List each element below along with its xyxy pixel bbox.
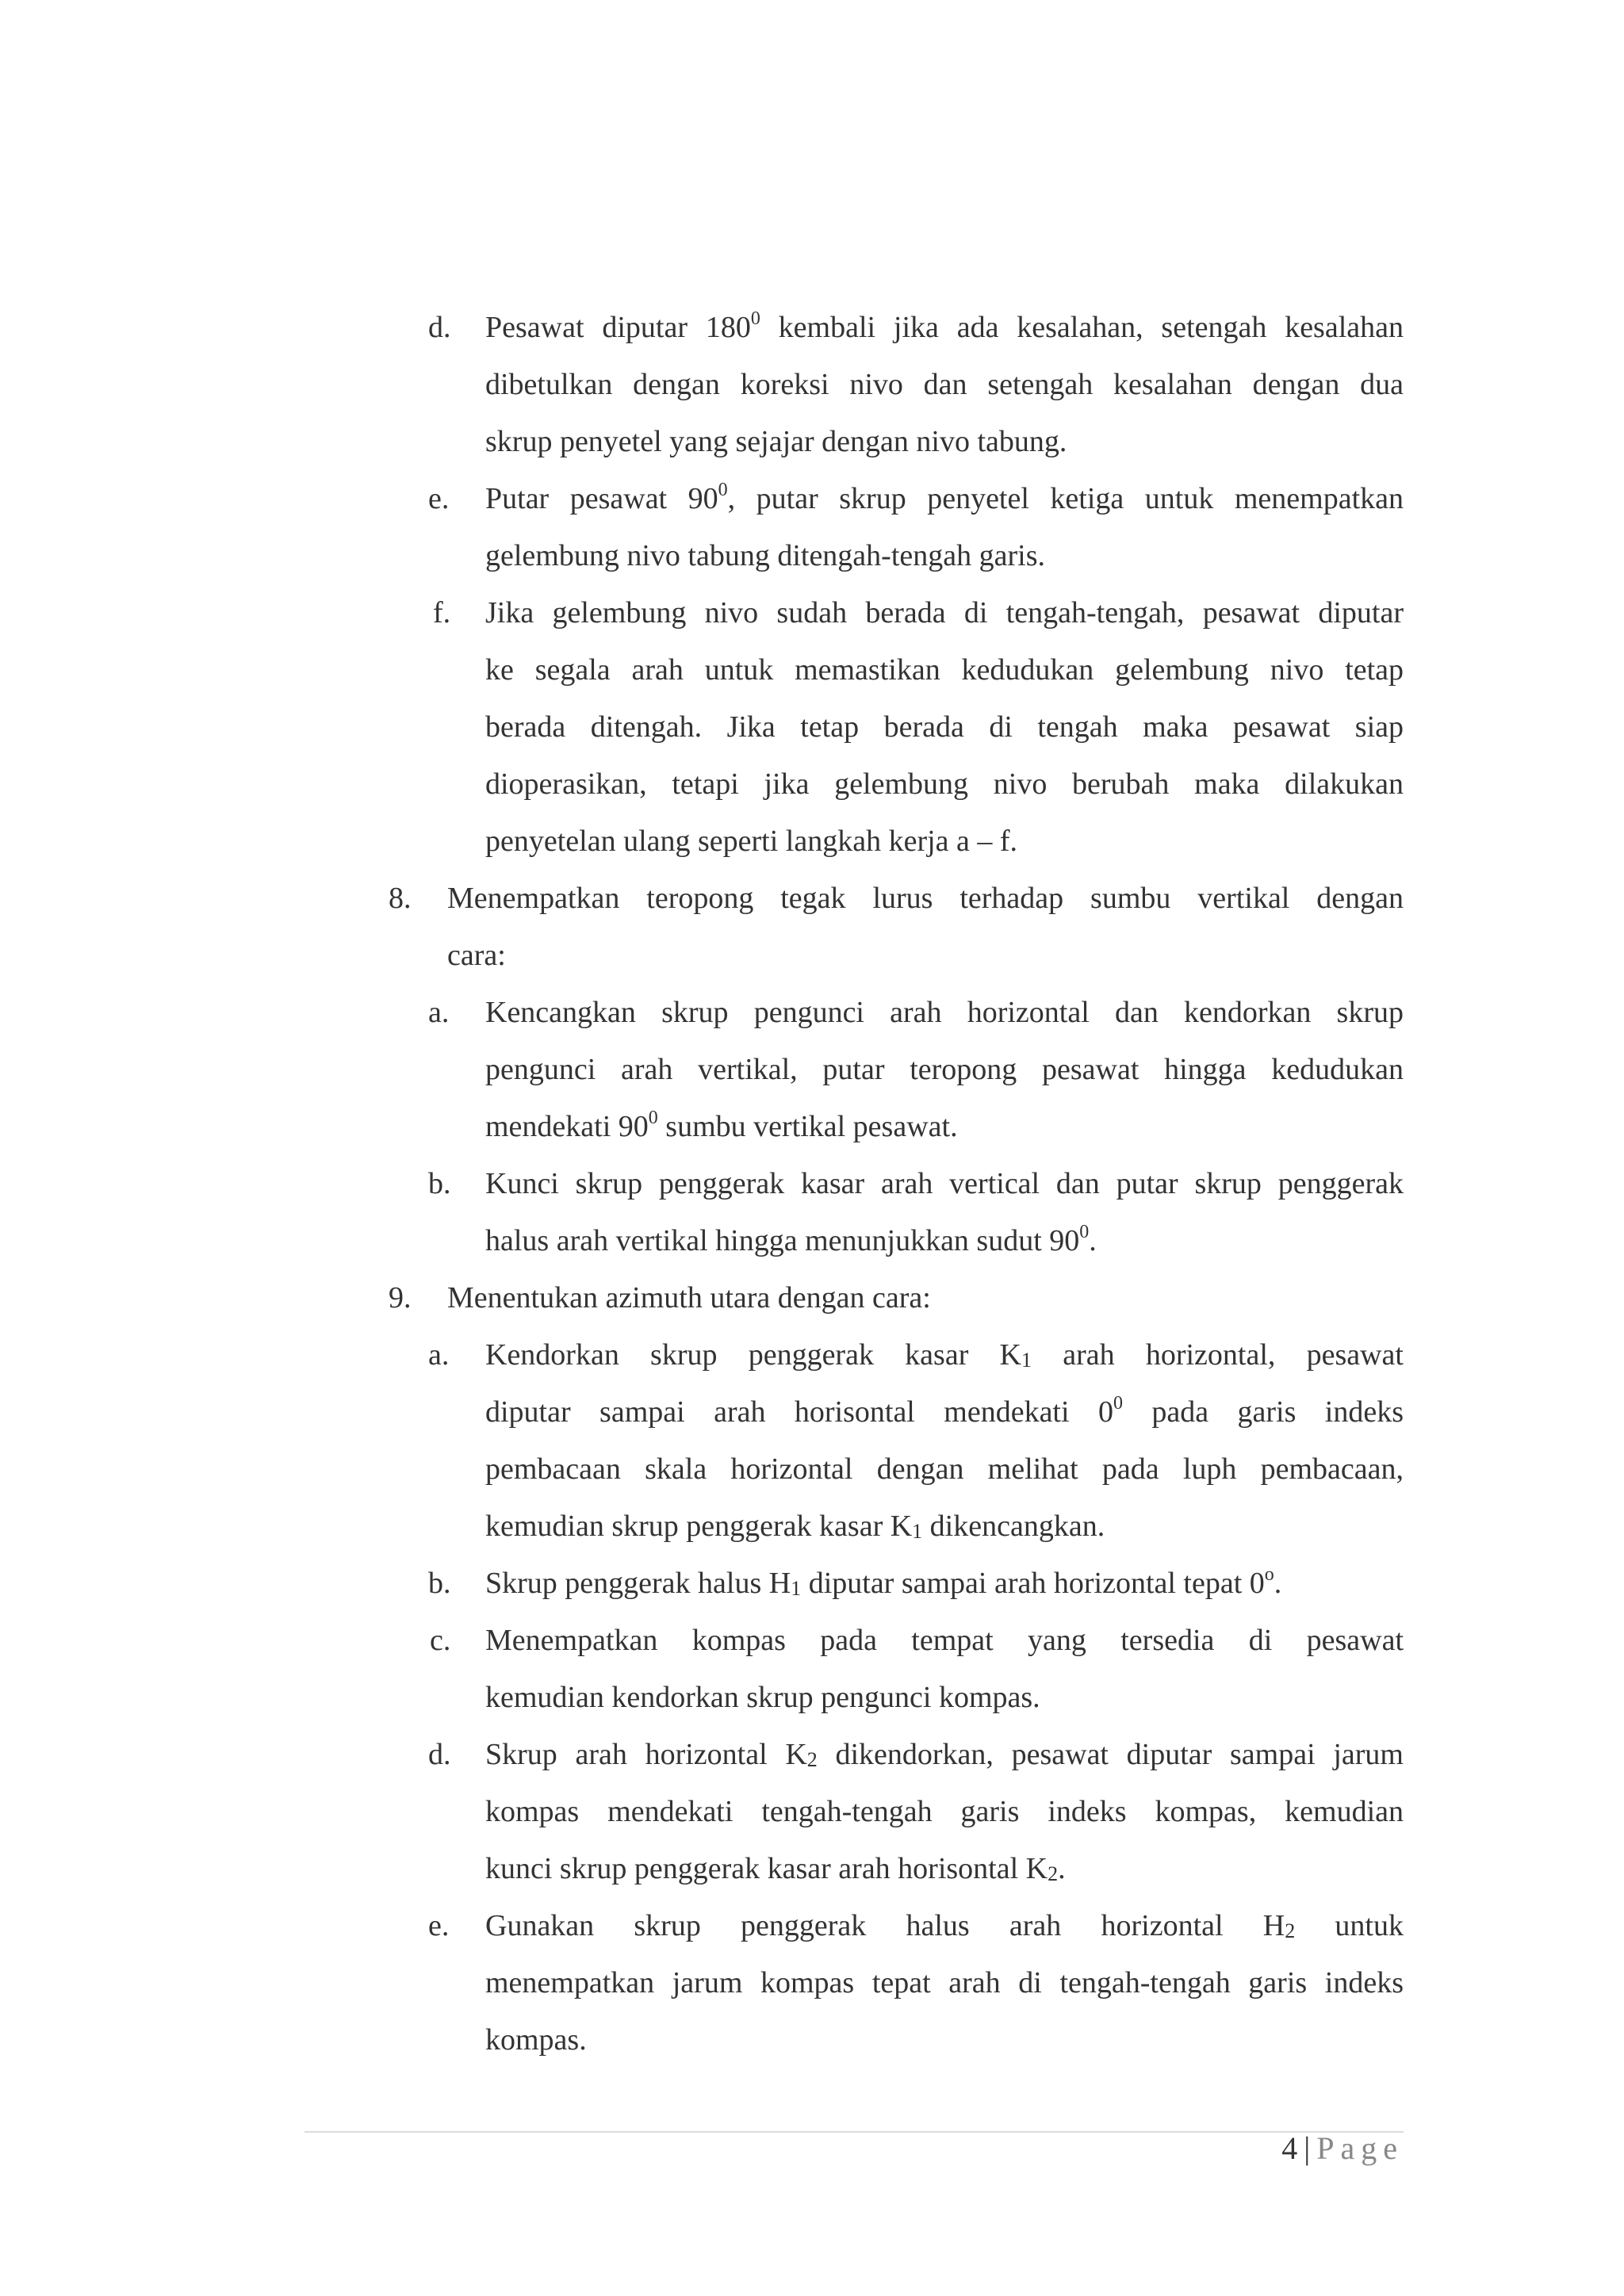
- paragraph-line: pengunci arah vertikal, putar teropong pesawat hingga kedudukan: [485, 1053, 1404, 1086]
- paragraph-line: mendekati $90^0$ sumbu vertikal pesawat.: [485, 1108, 958, 1143]
- list-marker: b.: [428, 1167, 451, 1200]
- paragraph-line: Skrup arah horizontal $K_2$ dikendorkan, pesawat diputar sampai jarum: [485, 1738, 1404, 1771]
- paragraph-line: pembacaan skala horizontal dengan melihat pada luph pembacaan,: [485, 1452, 1404, 1486]
- footer-divider: [304, 2131, 1404, 2133]
- paragraph-line: skrup penyetel yang sejajar dengan nivo tabung.: [485, 425, 1067, 458]
- paragraph-line: Jika gelembung nivo sudah berada di tengah-tengah, pesawat diputar: [485, 596, 1404, 629]
- paragraph-line: dioperasikan, tetapi jika gelembung nivo berubah maka dilakukan: [485, 767, 1404, 801]
- paragraph-line: Menentukan azimuth utara dengan cara:: [447, 1281, 931, 1314]
- paragraph-line: kompas.: [485, 2023, 587, 2057]
- paragraph-line: Kendorkan skrup penggerak kasar $K_1$ arah horizontal, pesawat: [485, 1338, 1404, 1372]
- paragraph-line: Menempatkan teropong tegak lurus terhadap sumbu vertikal dengan: [447, 882, 1404, 915]
- list-marker: 8.: [389, 882, 412, 915]
- page-footer: [1266, 2130, 1404, 2166]
- list-marker: d.: [428, 311, 451, 344]
- paragraph-line: Menempatkan kompas pada tempat yang tersedia di pesawat: [485, 1624, 1404, 1657]
- paragraph-line: Gunakan skrup penggerak halus arah horizontal $H_2$ untuk: [485, 1909, 1404, 1942]
- page-label: Page: [1316, 2130, 1404, 2166]
- paragraph-line: berada ditengah. Jika tetap berada di tengah maka pesawat siap: [485, 710, 1404, 744]
- list-marker: f.: [433, 596, 451, 629]
- paragraph-line: ke segala arah untuk memastikan kedudukan gelembung nivo tetap: [485, 653, 1404, 687]
- paragraph-line: diputar sampai arah horisontal mendekati $0^0$ pada garis indeks: [485, 1393, 1404, 1429]
- paragraph-line: penyetelan ulang seperti langkah kerja a – f.: [485, 825, 1018, 858]
- list-marker: 9.: [389, 1281, 412, 1314]
- paragraph-line: halus arah vertikal hingga menunjukkan sudut $90^0$.: [485, 1222, 1097, 1257]
- list-marker: a.: [428, 1338, 450, 1372]
- paragraph-line: Kencangkan skrup pengunci arah horizontal dan kendorkan skrup: [485, 996, 1404, 1029]
- paragraph-line: Kunci skrup penggerak kasar arah vertical dan putar skrup penggerak: [485, 1167, 1404, 1200]
- page-number: 4: [1281, 2130, 1298, 2166]
- list-marker: b.: [428, 1567, 451, 1600]
- paragraph-line: kompas mendekati tengah-tengah garis indeks kompas, kemudian: [485, 1795, 1404, 1828]
- paragraph-line: menempatkan jarum kompas tepat arah di tengah-tengah garis indeks: [485, 1966, 1404, 1999]
- list-marker: c.: [430, 1624, 451, 1657]
- paragraph-line: dibetulkan dengan koreksi nivo dan setengah kesalahan dengan dua: [485, 368, 1404, 401]
- paragraph-line: Skrup penggerak halus $H_1$ diputar sampai arah horizontal tepat 0$^o$.: [485, 1564, 1282, 1600]
- paragraph-line: kemudian skrup penggerak kasar $K_1$ dikencangkan.: [485, 1510, 1105, 1543]
- paragraph-line: gelembung nivo tabung ditengah-tengah garis.: [485, 539, 1045, 572]
- footer-separator: |: [1304, 2130, 1311, 2166]
- paragraph-line: cara:: [447, 939, 506, 972]
- paragraph-line: kunci skrup penggerak kasar arah horisontal $K_2$.: [485, 1852, 1066, 1885]
- list-marker: e.: [428, 1909, 450, 1942]
- list-marker: a.: [428, 996, 450, 1029]
- list-marker: e.: [428, 482, 450, 515]
- paragraph-line: Putar pesawat $90^0$, putar skrup penyetel ketiga untuk menempatkan: [485, 480, 1404, 515]
- list-marker: d.: [428, 1738, 451, 1771]
- paragraph-line: Pesawat diputar $180^0$ kembali jika ada kesalahan, setengah kesalahan: [485, 308, 1404, 344]
- paragraph-line: kemudian kendorkan skrup pengunci kompas.: [485, 1681, 1040, 1714]
